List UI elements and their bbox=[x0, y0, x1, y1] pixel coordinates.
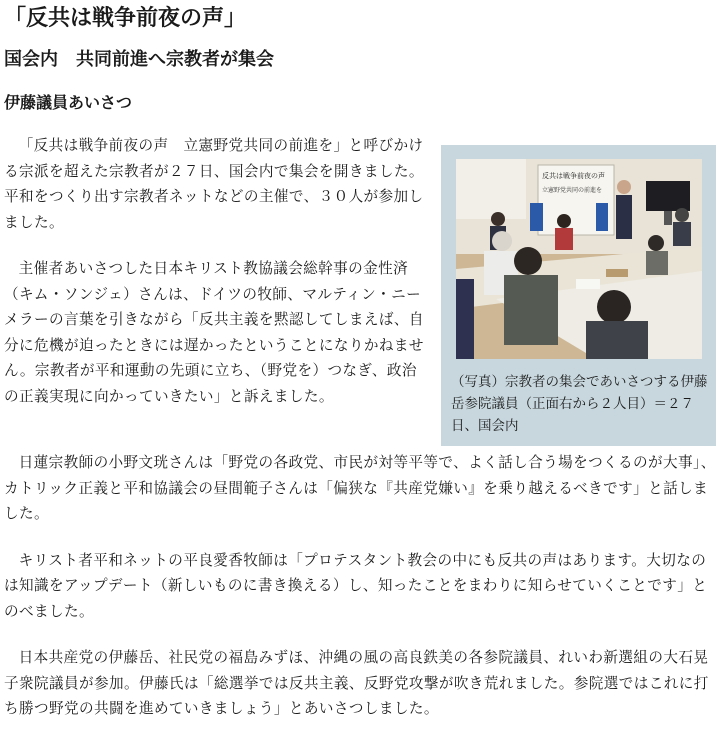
subheadline: 国会内 共同前進へ宗教者が集会 bbox=[4, 49, 274, 70]
banner-subtext: 立憲野党共同の前進を bbox=[542, 187, 603, 194]
body-paragraph: 「反共は戦争前夜の声 立憲野党共同の前進を」と呼びかける宗派を超えた宗教者が２７日、国会内で集会を開きました。平和をつくり出す宗教者ネットなどの主催で、３０人が参加しました。 bbox=[4, 137, 424, 231]
section-kicker: 伊藤議員あいさつ bbox=[4, 93, 133, 112]
body-paragraph: キリスト者平和ネットの平良愛香牧師は「プロテスタント教会の中にも反共の声はあります。大切なのは知識をアップデート（新しいものに書き換える）し、知ったことをまわりに知らせていくことです」とのべました。 bbox=[4, 551, 708, 620]
article-body-column bbox=[4, 133, 424, 430]
headline: 「反共は戦争前夜の声」 bbox=[4, 6, 247, 31]
banner-text: 反共は戦争前夜の声 bbox=[542, 172, 605, 180]
body-paragraph: 主催者あいさつした日本キリスト教協議会総幹事の金性済（キム・ソンジェ）さんは、ドイツの牧師、マルティン・ニーメラーの言葉を引きながら「反共主義を黙認してしまえば、自分に危機が迫ったときには遅かったということになりかねません。宗教者が平和運動の先頭に立ち、（野党を）つなぎ、政治の正義実現に向かっていきたい」と訴えました。 bbox=[4, 260, 424, 405]
meeting-photo bbox=[456, 159, 702, 359]
body-paragraph: 日本共産党の伊藤岳、社民党の福島みずほ、沖縄の風の高良鉄美の各参院議員、れいわ新選組の大石晃子衆院議員が参加。伊藤氏は「総選挙では反共主義、反野党攻撃が吹き荒れました。参院選ではこれに打ち勝つ野党の共闘を進めていきましょう」とあいさつしました。 bbox=[4, 649, 709, 717]
body-paragraph: 日蓮宗教師の小野文珖さんは「野党の各政党、市民が対等平等で、よく話し合う場をつくるのが大事」、カトリック正義と平和協議会の昼間範子さんは「偏狭な『共産党嫌い』を乗り越えるべきです」と話しました。 bbox=[4, 454, 716, 522]
article-body-full bbox=[4, 450, 718, 743]
photo-figure bbox=[441, 145, 716, 446]
photo-caption: （写真）宗教者の集会であいさつする伊藤岳参院議員（正面右から２人目）＝２７日、国会内 bbox=[451, 374, 708, 434]
meeting-photo-illustration bbox=[456, 159, 702, 359]
